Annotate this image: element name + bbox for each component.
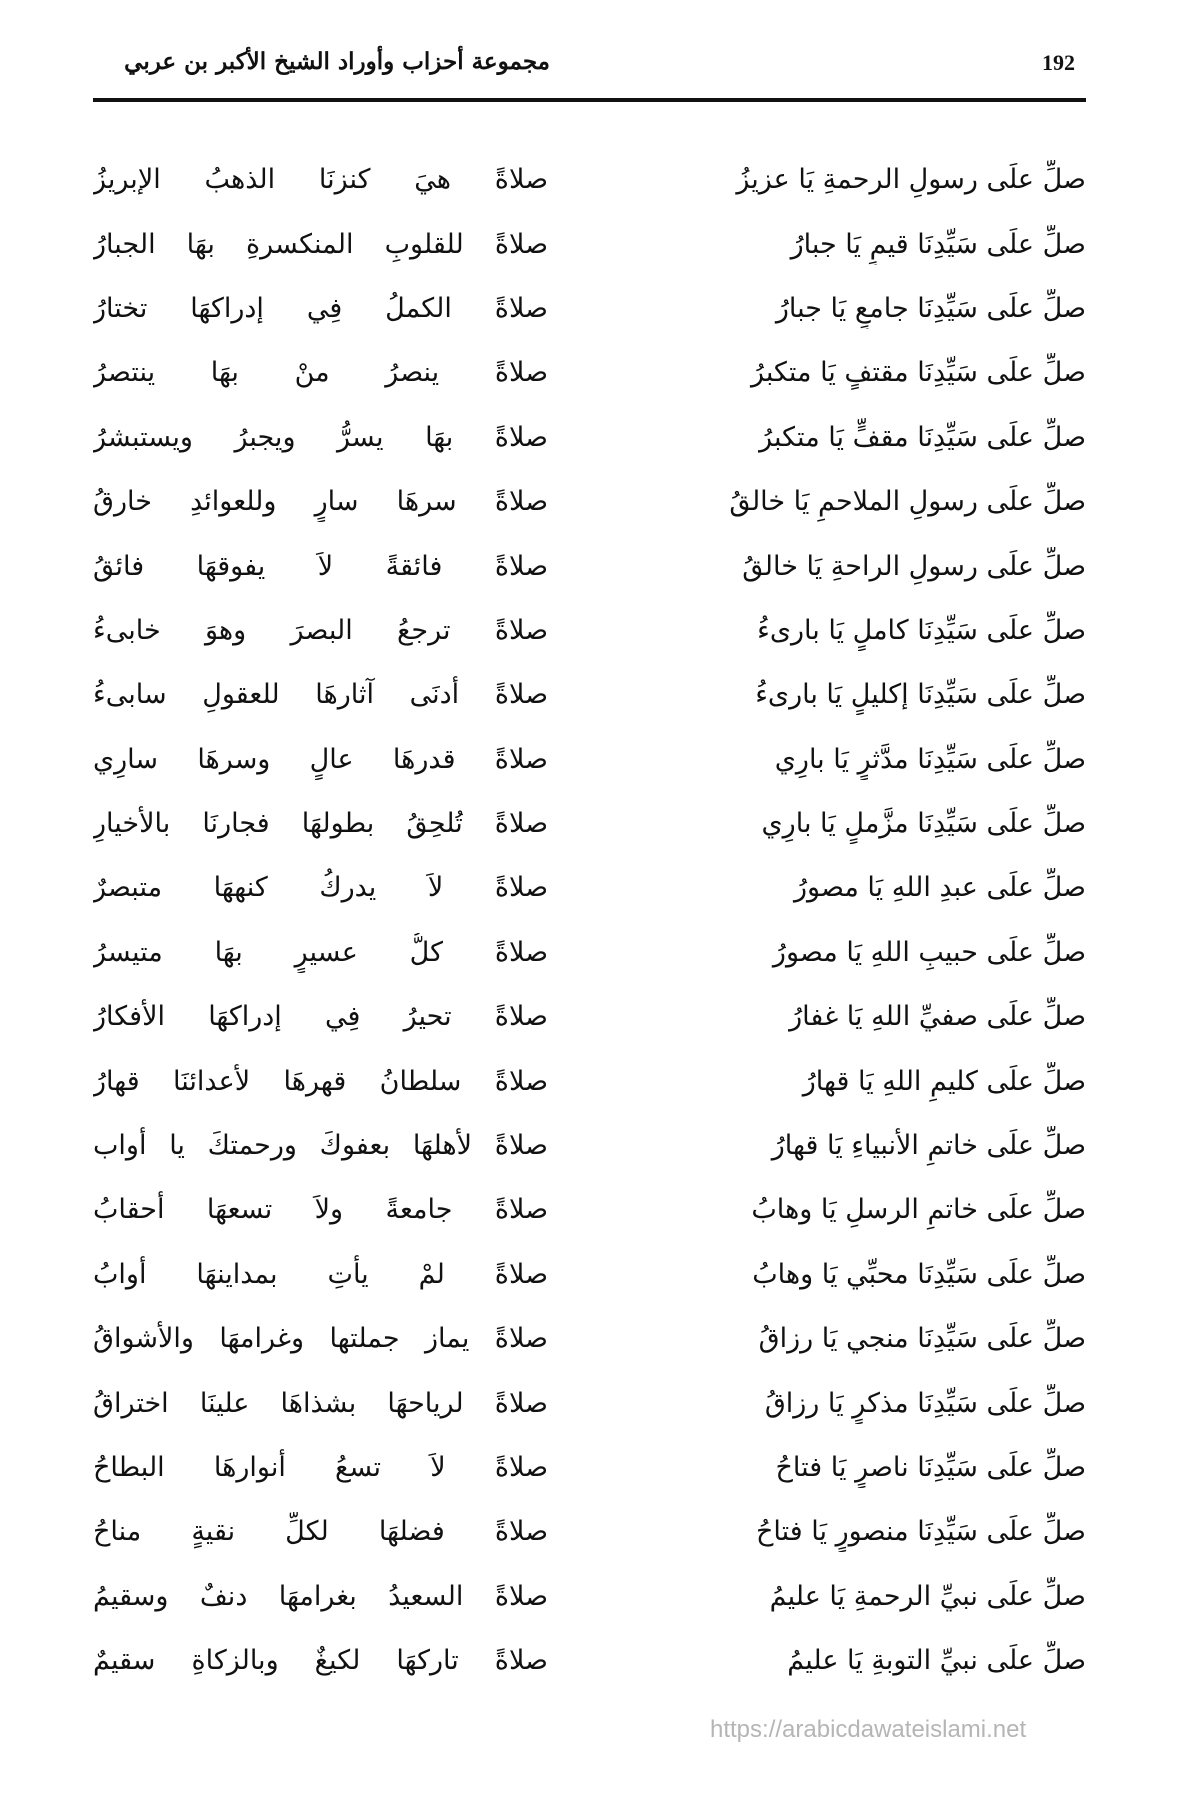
verse-first-hemistich: صلِّ علَى سَيِّدِنَا إكليلٍ يَا بارىءُ xyxy=(755,679,1086,711)
verse-second-hemistich: صلاةً السعيدُ بغرامهَا دنفٌ وسقيمُ xyxy=(93,1580,548,1612)
verse-first-hemistich: صلِّ علَى سَيِّدِنَا مذكرٍ يَا رزاقُ xyxy=(764,1387,1086,1419)
verse-first-hemistich: صلِّ علَى رسولِ الملاحمِ يَا خالقُ xyxy=(729,486,1086,518)
verse-line xyxy=(93,728,1086,792)
verse-first-hemistich: صلِّ علَى نبيِّ التوبةِ يَا عليمُ xyxy=(787,1645,1086,1677)
verse-first-hemistich: صلِّ علَى سَيِّدِنَا مقفٍّ يَا متكبرُ xyxy=(759,421,1086,453)
verse-second-hemistich: صلاةً أدنَى آثارهَا للعقولِ سابىءُ xyxy=(93,679,548,711)
verse-second-hemistich: صلاةً لاَ يدركُ كنههَا متبصرٌ xyxy=(93,872,548,904)
verse-first-hemistich: صلِّ علَى سَيِّدِنَا منجي يَا رزاقُ xyxy=(758,1323,1086,1355)
verse-second-hemistich: صلاةً جامعةً ولاَ تسعهَا أحقابُ xyxy=(93,1194,548,1226)
verse-line xyxy=(93,856,1086,920)
verse-first-hemistich: صلِّ علَى رسولِ الراحةِ يَا خالقُ xyxy=(742,550,1086,582)
verse-line xyxy=(93,1307,1086,1371)
verse-line xyxy=(93,470,1086,534)
verse-second-hemistich: صلاةً للقلوبِ المنكسرةِ بهَا الجبارُ xyxy=(93,228,548,260)
verse-first-hemistich: صلِّ علَى نبيِّ الرحمةِ يَا عليمُ xyxy=(769,1580,1086,1612)
verse-line xyxy=(93,599,1086,663)
verse-first-hemistich: صلِّ علَى خاتمِ الرسلِ يَا وهابُ xyxy=(751,1194,1086,1226)
verse-line xyxy=(93,534,1086,598)
poem-verses xyxy=(93,148,1086,1698)
verse-line xyxy=(93,1371,1086,1435)
verse-second-hemistich: صلاةً فضلهَا لكلِّ نقيةٍ مناحُ xyxy=(93,1516,548,1548)
verse-second-hemistich: صلاةً قدرهَا عالٍ وسرهَا سارِي xyxy=(93,743,548,775)
verse-line xyxy=(93,212,1086,276)
verse-first-hemistich: صلِّ علَى عبدِ اللهِ يَا مصورُ xyxy=(793,872,1086,904)
verse-first-hemistich: صلِّ علَى سَيِّدِنَا ناصرٍ يَا فتاحُ xyxy=(775,1452,1086,1483)
verse-second-hemistich: صلاةً سلطانُ قهرهَا لأعدائنَا قهارُ xyxy=(93,1065,548,1097)
verse-line xyxy=(93,1114,1086,1178)
verse-second-hemistich: صلاةً ترجعُ البصرَ وهوَ خابىءُ xyxy=(93,614,548,646)
verse-line xyxy=(93,1178,1086,1242)
verse-line xyxy=(93,663,1086,727)
verse-first-hemistich: صلِّ علَى سَيِّدِنَا مقتفٍ يَا متكبرُ xyxy=(750,357,1086,389)
verse-line xyxy=(93,1500,1086,1564)
verse-first-hemistich: صلِّ علَى كليمِ اللهِ يَا قهارُ xyxy=(802,1065,1086,1097)
verse-first-hemistich: صلِّ علَى سَيِّدِنَا جامعٍ يَا جبارُ xyxy=(775,292,1086,324)
verse-second-hemistich: صلاةً لرياحهَا بشذاهَا علينَا اختراقُ xyxy=(93,1387,548,1419)
verse-first-hemistich: صلِّ علَى سَيِّدِنَا محبِّي يَا وهابُ xyxy=(752,1258,1086,1290)
verse-second-hemistich: صلاةً تحيرُ فِي إدراكهَا الأفكارُ xyxy=(93,1001,548,1033)
verse-line xyxy=(93,277,1086,341)
running-title: مجموعة أحزاب وأوراد الشيخ الأكبر بن عربي xyxy=(124,48,550,75)
verse-second-hemistich: صلاةً يماز جملتها وغرامهَا والأشواقُ xyxy=(93,1323,548,1355)
verse-line xyxy=(93,792,1086,856)
verse-second-hemistich: صلاةً بهَا يسرُّ ويجبرُ ويستبشرُ xyxy=(93,421,548,453)
verse-line xyxy=(93,1049,1086,1113)
verse-line xyxy=(93,1629,1086,1693)
verse-first-hemistich: صلِّ علَى سَيِّدِنَا كاملٍ يَا بارىءُ xyxy=(757,614,1086,646)
verse-first-hemistich: صلِّ علَى خاتمِ الأنبياءِ يَا قهارُ xyxy=(771,1130,1086,1162)
watermark-url: https://arabicdawateislami.net xyxy=(710,1716,1027,1743)
page-number: 192 xyxy=(1042,50,1075,75)
verse-second-hemistich: صلاةً كلُّ عسيرٍ بهَا متيسرُ xyxy=(93,936,548,968)
verse-first-hemistich: صلِّ علَى رسولِ الرحمةِ يَا عزيزُ xyxy=(736,164,1086,196)
verse-first-hemistich: صلِّ علَى سَيِّدِنَا منصورٍ يَا فتاحُ xyxy=(756,1516,1086,1548)
verse-first-hemistich: صلِّ علَى صفيِّ اللهِ يَا غفارُ xyxy=(789,1001,1086,1033)
verse-second-hemistich: صلاةً تُلحِقُ بطولهَا فجارنَا بالأخيارِ xyxy=(93,808,548,840)
verse-line xyxy=(93,1565,1086,1629)
verse-first-hemistich: صلِّ علَى سَيِّدِنَا قيمٍ يَا جبارُ xyxy=(790,228,1086,260)
verse-second-hemistich: صلاةً لمْ يأتِ بمداينهَا أوابُ xyxy=(93,1258,548,1290)
verse-second-hemistich: صلاةً الكملُ فِي إدراكهَا تختارُ xyxy=(93,292,548,324)
verse-second-hemistich: صلاةً لاَ تسعُ أنوارهَا البطاحُ xyxy=(93,1452,548,1483)
verse-first-hemistich: صلِّ علَى سَيِّدِنَا مزَّملٍ يَا بارِي xyxy=(761,808,1086,840)
verse-line xyxy=(93,406,1086,470)
verse-line xyxy=(93,985,1086,1049)
verse-line xyxy=(93,148,1086,212)
verse-second-hemistich: صلاةً تاركهَا لكيغٌ وبالزكاةِ سقيمٌ xyxy=(93,1645,548,1677)
verse-second-hemistich: صلاةً فائقةً لاَ يفوقهَا فائقُ xyxy=(93,550,548,582)
verse-second-hemistich: صلاةً سرهَا سارٍ وللعوائدِ خارقُ xyxy=(93,486,548,518)
verse-line xyxy=(93,1436,1086,1500)
verse-second-hemistich: صلاةً هيَ كنزنَا الذهبُ الإبريزُ xyxy=(93,164,548,196)
verse-second-hemistich: صلاةً ينصرُ منْ بهَا ينتصرُ xyxy=(93,357,548,389)
verse-line xyxy=(93,341,1086,405)
verse-first-hemistich: صلِّ علَى حبيبِ اللهِ يَا مصورُ xyxy=(772,936,1086,968)
verse-line xyxy=(93,1243,1086,1307)
verse-line xyxy=(93,921,1086,985)
verse-second-hemistich: صلاةً لأهلهَا بعفوكَ ورحمتكَ يا أواب xyxy=(93,1130,548,1162)
header-divider xyxy=(93,98,1086,102)
verse-first-hemistich: صلِّ علَى سَيِّدِنَا مدَّثرٍ يَا بارِي xyxy=(774,743,1086,775)
